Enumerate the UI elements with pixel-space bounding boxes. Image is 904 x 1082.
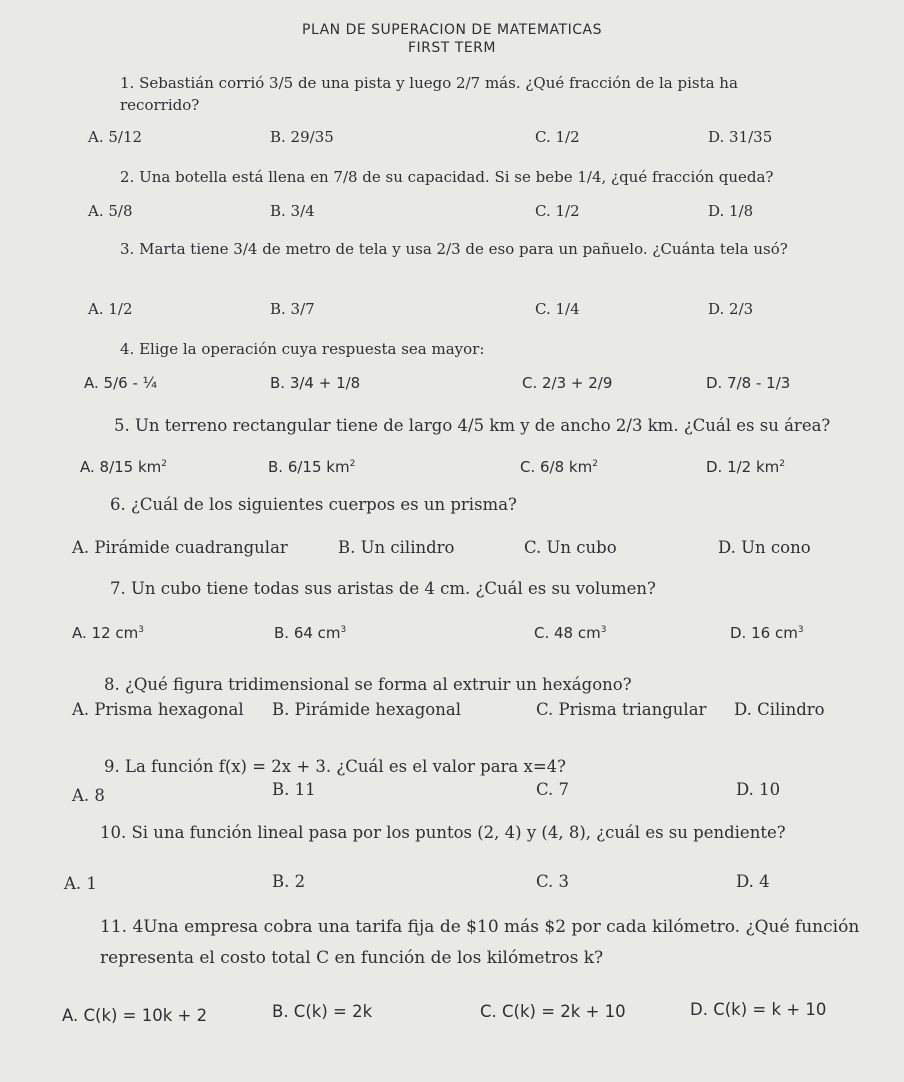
q4-option-c: C. 2/3 + 2/9 [522, 374, 613, 392]
worksheet-subtitle: FIRST TERM [407, 40, 496, 56]
question-11: 11. 4Una empresa cobra una tarifa fija de $10 más $2 por cada kilómetro. ¿Qué función representa el costo total C en función de los kilómetros k? [100, 917, 860, 968]
q11-option-b: B. C(k) = 2k [272, 1002, 373, 1021]
q5-option-c: C. 6/8 $km^2$ [520, 458, 598, 476]
q5-option-a: A. 8/15 $km^2$ [80, 458, 168, 476]
question-4: 4. Elige la operación cuya respuesta sea mayor: [120, 340, 485, 358]
q3-option-a: A. 1/2 [88, 300, 133, 318]
q11-option-d: D. C(k) = k + 10 [690, 1000, 827, 1019]
q4-option-b: B. 3/4 + 1/8 [270, 374, 361, 392]
q2-option-a: A. 5/8 [88, 202, 133, 220]
q2-option-d: D. 1/8 [708, 202, 754, 220]
q7-option-c: C. 48 $cm^3$ [534, 624, 607, 642]
q10-option-d: D. 4 [736, 872, 770, 891]
q9-option-a: A. 8 [72, 786, 105, 805]
q9-option-b: B. 11 [272, 780, 316, 799]
q1-option-c: C. 1/2 [535, 128, 580, 146]
q1-option-d: D. 31/35 [708, 128, 773, 146]
q11-option-a: A. C(k) = 10k + 2 [62, 1006, 208, 1025]
q2-option-c: C. 1/2 [535, 202, 580, 220]
q1-option-b: B. 29/35 [270, 128, 334, 146]
q1-option-a: A. 5/12 [88, 128, 143, 146]
q7-option-d: D. 16 $cm^3$ [730, 624, 804, 642]
q8-option-d: D. Cilindro [734, 700, 825, 719]
question-5: 5. Un terreno rectangular tiene de largo 4/5 km y de ancho 2/3 km. ¿Cuál es su área? [114, 416, 831, 435]
q3-option-d: D. 2/3 [708, 300, 754, 318]
worksheet-title: PLAN DE SUPERACION DE MATEMATICAS [302, 22, 602, 38]
q3-option-b: B. 3/7 [270, 300, 315, 318]
question-3: 3. Marta tiene 3/4 de metro de tela y usa 2/3 de eso para un pañuelo. ¿Cuánta tela usó? [120, 240, 788, 258]
q4-option-a: A. 5/6 - ¼ [84, 374, 158, 392]
q2-option-b: B. 3/4 [270, 202, 315, 220]
question-6: 6. ¿Cuál de los siguientes cuerpos es un prisma? [110, 495, 517, 514]
q6-option-d: D. Un cono [718, 538, 811, 557]
question-10: 10. Si una función lineal pasa por los puntos (2, 4) y (4, 8), ¿cuál es su pendiente? [100, 823, 786, 842]
q10-option-a: A. 1 [64, 874, 97, 893]
q8-option-c: C. Prisma triangular [536, 700, 707, 719]
q10-option-c: C. 3 [536, 872, 570, 891]
q6-option-b: B. Un cilindro [338, 538, 455, 557]
q4-option-d: D. 7/8 - 1/3 [706, 374, 791, 392]
q7-option-b: B. 64 $cm^3$ [274, 624, 347, 642]
q8-option-b: B. Pirámide hexagonal [272, 700, 461, 719]
q9-option-c: C. 7 [536, 780, 570, 799]
question-9: 9. La función f(x) = 2x + 3. ¿Cuál es el valor para x=4? [104, 757, 566, 776]
question-2: 2. Una botella está llena en 7/8 de su capacidad. Si se bebe 1/4, ¿qué fracción queda? [120, 168, 774, 186]
q5-option-d: D. 1/2 $km^2$ [706, 458, 786, 476]
q5-option-b: B. 6/15 $km^2$ [268, 458, 356, 476]
q11-option-c: C. C(k) = 2k + 10 [480, 1002, 626, 1021]
q8-option-a: A. Prisma hexagonal [72, 700, 244, 719]
q6-option-c: C. Un cubo [524, 538, 617, 557]
question-7: 7. Un cubo tiene todas sus aristas de 4 cm. ¿Cuál es su volumen? [110, 579, 656, 598]
q10-option-b: B. 2 [272, 872, 306, 891]
q7-option-a: A. 12 $cm^3$ [72, 624, 144, 642]
q3-option-c: C. 1/4 [535, 300, 580, 318]
question-8: 8. ¿Qué figura tridimensional se forma al extruir un hexágono? [104, 675, 632, 694]
q9-option-d: D. 10 [736, 780, 781, 799]
q6-option-a: A. Pirámide cuadrangular [72, 538, 288, 557]
question-1: 1. Sebastián corrió 3/5 de una pista y luego 2/7 más. ¿Qué fracción de la pista ha recorrido? [120, 74, 738, 114]
